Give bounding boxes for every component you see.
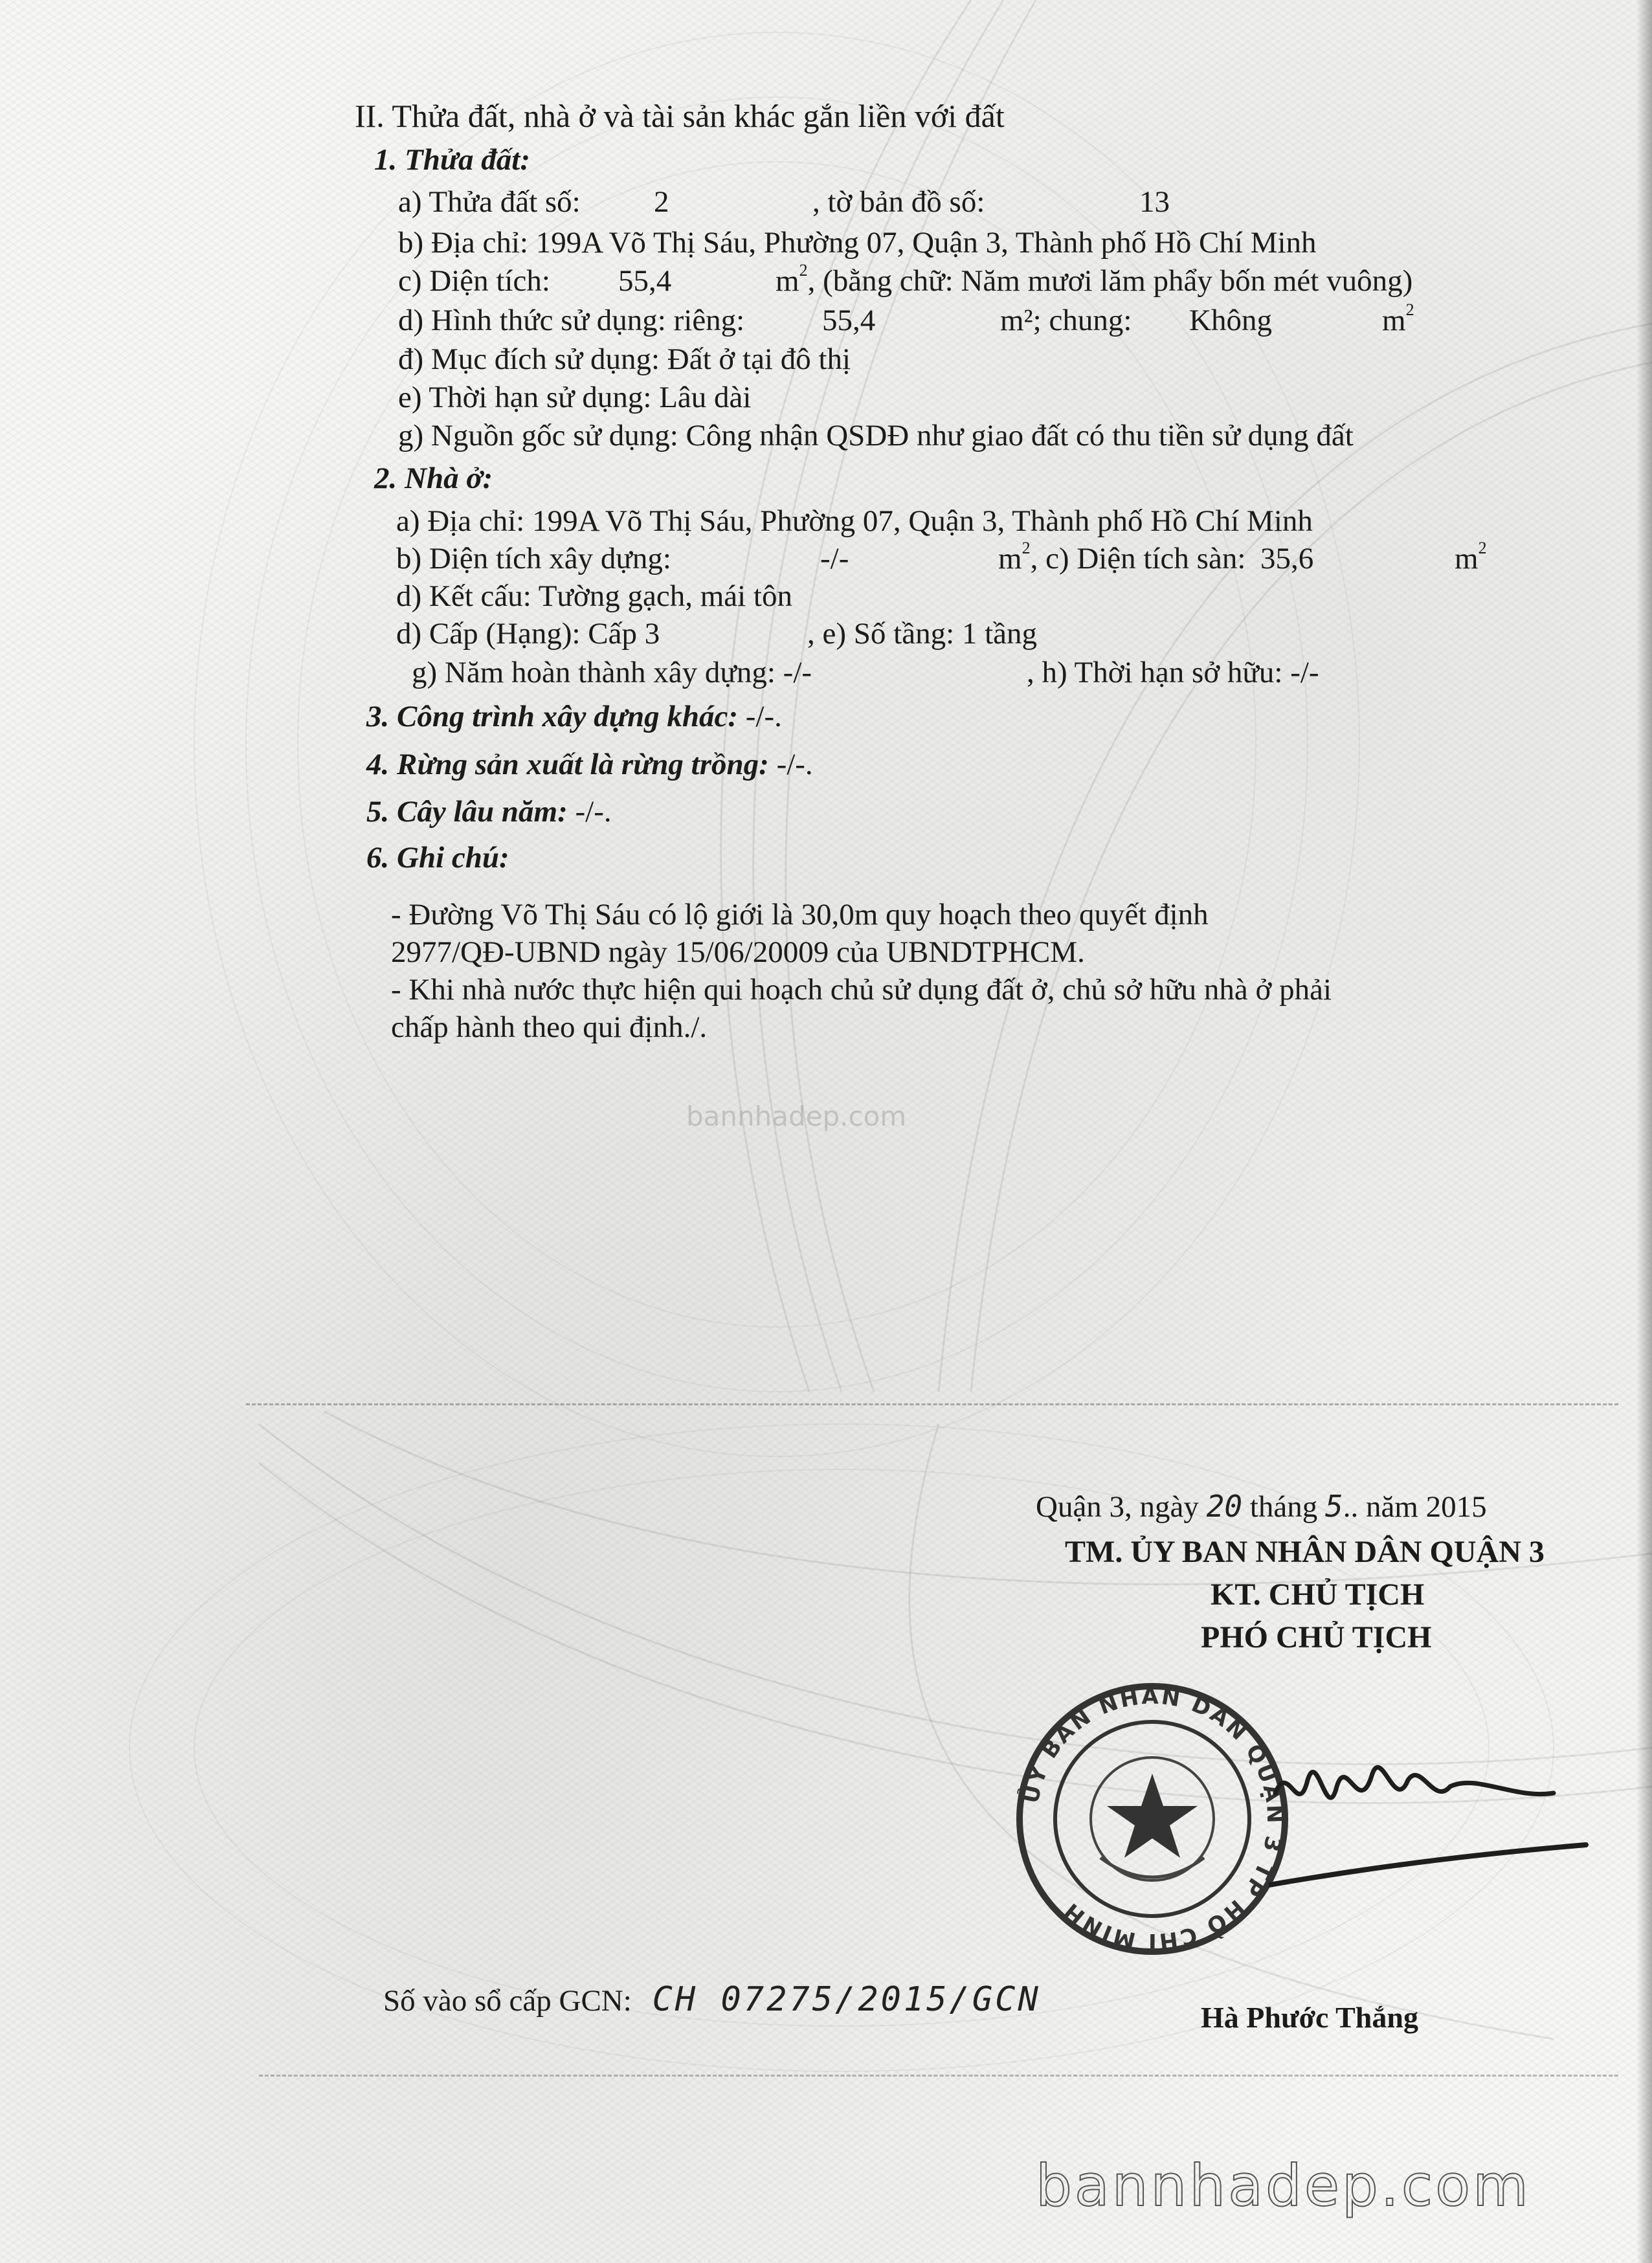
map-value: 13	[1139, 185, 1170, 219]
usage-private-value: 55,4	[822, 304, 876, 337]
built-area-unit: m	[998, 542, 1022, 575]
construction-label: 3. Công trình xây dựng khác:	[366, 700, 738, 733]
perennial-value: -/-.	[575, 795, 612, 829]
house-structure: d) Kết cấu: Tường gạch, mái tôn	[396, 579, 792, 613]
note-line-2: 2977/QĐ-UBND ngày 15/06/20009 của UBNDTPHCM.	[391, 935, 1085, 969]
land-area-row: c) Diện tích: 55,4 $m^2$, (bằng chữ: Năm mươi lăm phẩy bốn mét vuông)	[398, 262, 550, 300]
date-place: Quận 3, ngày	[1036, 1490, 1199, 1524]
usage-form-label: d) Hình thức sử dụng: riêng:	[398, 304, 745, 337]
land-origin: g) Nguồn gốc sử dụng: Công nhận QSDĐ như giao đất có thu tiền sử dụng đất	[398, 419, 1354, 452]
authority-line: TM. ỦY BAN NHÂN DÂN QUẬN 3	[1065, 1535, 1545, 1569]
forest-label: 4. Rừng sản xuất là rừng trồng:	[366, 748, 769, 781]
area-label: c) Diện tích:	[398, 264, 550, 298]
land-heading: 1. Thửa đất:	[374, 143, 530, 177]
year-label: .. năm 2015	[1343, 1490, 1487, 1524]
notes-heading: 6. Ghi chú:	[366, 841, 509, 875]
built-area-value: -/-	[820, 542, 849, 575]
construction-value: -/-.	[745, 700, 782, 733]
signing-date-row	[1036, 1488, 1487, 1526]
completion-label: g) Năm hoàn thành xây dựng: -/-	[412, 656, 812, 689]
house-heading: 2. Nhà ở:	[374, 462, 493, 495]
floor-area-value: 35,6	[1260, 542, 1314, 575]
perennial-row	[366, 793, 612, 831]
usage-shared-label: m²; chung:	[1000, 304, 1132, 337]
title-line: PHÓ CHỦ TỊCH	[1201, 1620, 1432, 1655]
map-label: , tờ bản đồ số:	[812, 185, 985, 219]
usage-unit: m	[1382, 304, 1406, 337]
house-grade-row	[396, 615, 1038, 652]
floors-label: , e) Số tầng: 1 tầng	[807, 617, 1038, 651]
note-line-4: chấp hành theo qui định./.	[391, 1010, 708, 1044]
lot-value: 2	[654, 185, 669, 219]
fold-line	[246, 1403, 1618, 1405]
area-unit: m	[776, 264, 799, 298]
official-seal	[1010, 1677, 1295, 1961]
date-month: 5	[1324, 1489, 1343, 1524]
date-day: 20	[1206, 1489, 1243, 1524]
floor-area-unit: m	[1455, 542, 1479, 575]
land-term: e) Thời hạn sử dụng: Lâu dài	[398, 381, 752, 414]
signer-name: Hà Phước Thắng	[1201, 2001, 1418, 2034]
house-completion-row	[412, 654, 1319, 691]
section-title: II. Thửa đất, nhà ở và tài sản khác gắn liền với đất	[355, 98, 1005, 134]
built-area-label: b) Diện tích xây dựng:	[396, 542, 671, 575]
scan-edge-shadow	[1636, 0, 1652, 2263]
deputy-line: KT. CHỦ TỊCH	[1211, 1577, 1425, 1612]
svg-text:ỦY BAN NHÂN DÂN QUẬN 3 TP HỒ C: ỦY BAN NHÂN DÂN QUẬN 3 TP HỒ CHÍ MINH	[1018, 1683, 1288, 1955]
land-address: b) Địa chỉ: 199A Võ Thị Sáu, Phường 07, Quận 3, Thành phố Hồ Chí Minh	[398, 226, 1317, 260]
bottom-border-line	[259, 2075, 1618, 2077]
other-construction-row	[366, 698, 782, 735]
ownership-label: , h) Thời hạn sở hữu: -/-	[1027, 656, 1319, 689]
land-purpose: đ) Mục đích sử dụng: Đất ở tại đô thị	[398, 342, 851, 376]
registry-row	[383, 1981, 1041, 2020]
house-area-row: b) Diện tích xây dựng: -/- $m^2$, c) Diện tích sàn: 35,6 $m^2$	[396, 540, 671, 577]
registry-value: CH 07275/2015/GCN	[652, 1980, 1041, 2019]
floor-area-label: , c) Diện tích sàn:	[1030, 542, 1246, 575]
watermark-bottom: bannhadep.com	[1036, 2152, 1531, 2219]
perennial-label: 5. Cây lâu năm:	[366, 795, 568, 829]
house-address: a) Địa chỉ: 199A Võ Thị Sáu, Phường 07, Quận 3, Thành phố Hồ Chí Minh	[396, 504, 1313, 538]
forest-value: -/-.	[776, 748, 813, 781]
area-value: 55,4	[618, 264, 672, 298]
registry-label: Số vào sổ cấp GCN:	[383, 1984, 632, 2018]
forest-row	[366, 746, 813, 783]
usage-shared-value: Không	[1189, 304, 1272, 337]
handwritten-signature	[1269, 1748, 1592, 1916]
watermark-center: bannhadep.com	[686, 1100, 907, 1132]
note-line-3: - Khi nhà nước thực hiện qui hoạch chủ sử dụng đất ở, chủ sở hữu nhà ở phải	[391, 973, 1332, 1007]
land-lot-row	[398, 183, 1170, 221]
land-usage-row: d) Hình thức sử dụng: riêng: 55,4 m²; chung: Không $m^2$	[398, 302, 744, 339]
lot-label: a) Thửa đất số:	[398, 185, 581, 219]
grade-label: d) Cấp (Hạng): Cấp 3	[396, 617, 660, 651]
area-words: , (bằng chữ: Năm mươi lăm phẩy bốn mét vuông)	[807, 264, 1413, 298]
month-label: tháng	[1249, 1490, 1318, 1524]
note-line-1: - Đường Võ Thị Sáu có lộ giới là 30,0m quy hoạch theo quyết định	[391, 898, 1209, 931]
